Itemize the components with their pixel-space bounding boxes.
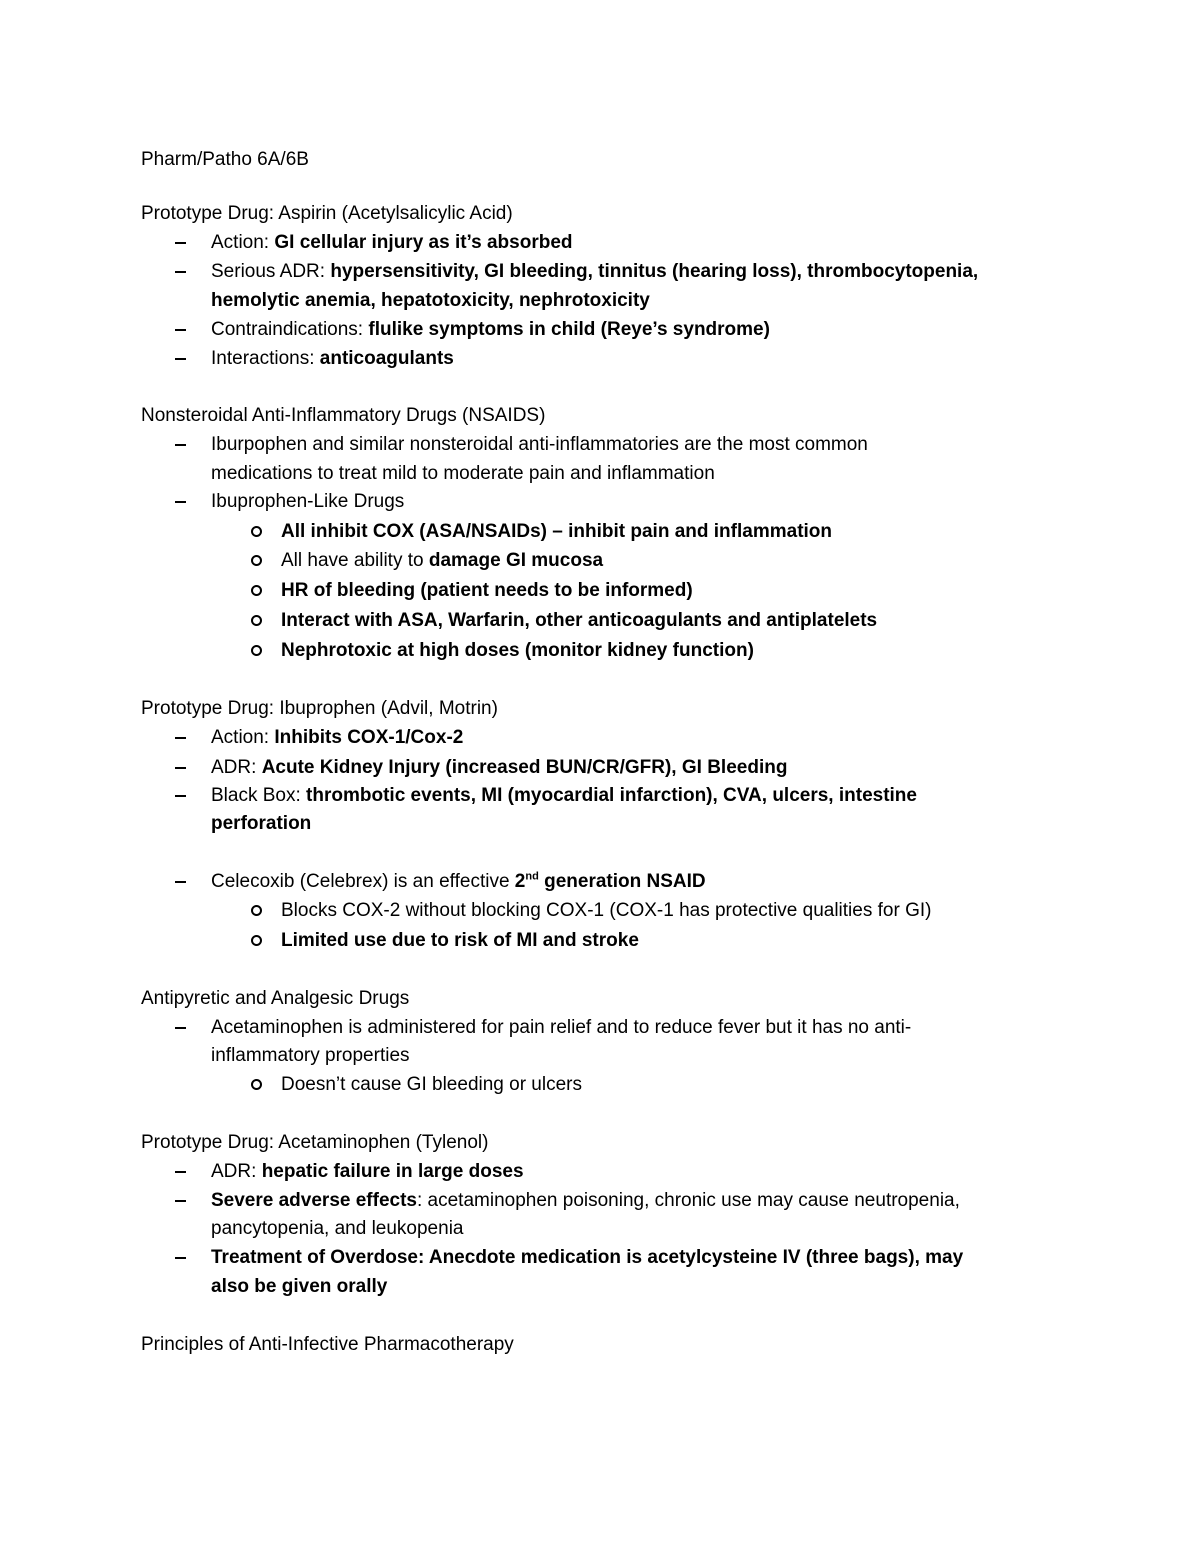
section-heading-aspirin: Prototype Drug: Aspirin (Acetylsalicylic Acid) (141, 203, 513, 224)
text-action: Inhibits COX-1/Cox-2 (274, 727, 464, 748)
dash-bullet (175, 228, 186, 257)
label-adr: Serious ADR: (211, 261, 331, 282)
ibuprophen-adr (211, 753, 787, 782)
aspirin-adr (211, 257, 978, 286)
label-action: Action: (211, 727, 275, 748)
text-celecoxib-num: 2 (514, 871, 526, 892)
text-sub-2-pre: All have ability to (281, 550, 429, 571)
label-adr: ADR: (211, 757, 262, 778)
nsaids-bullet-1: Iburpophen and similar nonsteroidal anti-inflammatories are the most common (211, 434, 868, 455)
nsaids-sub-1 (281, 517, 832, 546)
nsaids-bullet-1-cont: medications to treat mild to moderate pain and inflammation (211, 463, 715, 484)
text-black-box-cont: perforation (211, 813, 312, 834)
circle-bullet (251, 606, 262, 635)
text-black-box: thrombotic events, MI (myocardial infarction), CVA, ulcers, intestine (306, 785, 917, 806)
dash-bullet (175, 1186, 186, 1215)
dash-bullet (175, 781, 186, 810)
text-adr: hepatic failure in large doses (261, 1161, 524, 1182)
aspirin-contraindications (211, 315, 770, 344)
nsaids-sub-2 (281, 546, 603, 575)
text-action: GI cellular injury as it’s absorbed (274, 232, 573, 253)
aspirin-action (211, 228, 573, 257)
label-contra: Contraindications: (211, 319, 369, 340)
dash-bullet (175, 723, 186, 752)
aspirin-interactions (211, 344, 454, 373)
ibuprophen-action (211, 723, 463, 752)
section-heading-antipyretic: Antipyretic and Analgesic Drugs (141, 988, 410, 1009)
document-title: Pharm/Patho 6A/6B (141, 149, 309, 170)
text-celecoxib-post: generation NSAID (538, 871, 706, 892)
acetaminophen-severe-effects-cont: pancytopenia, and leukopenia (211, 1218, 464, 1239)
text-celecoxib-pre: Celecoxib (Celebrex) is an effective (211, 871, 515, 892)
circle-bullet (251, 546, 262, 575)
section-heading-ibuprophen: Prototype Drug: Ibuprophen (Advil, Motrin) (141, 698, 498, 719)
ibuprophen-black-box (211, 781, 917, 810)
circle-bullet (251, 517, 262, 546)
section-heading-anti-infective: Principles of Anti-Infective Pharmacotherapy (141, 1334, 514, 1355)
circle-bullet (251, 896, 262, 925)
acetaminophen-adr (211, 1157, 524, 1186)
antipyretic-bullet-1: Acetaminophen is administered for pain relief and to reduce fever but it has no anti- (211, 1017, 912, 1038)
text-celecoxib-sup: nd (525, 870, 539, 883)
dash-bullet (175, 753, 186, 782)
label-severe: Severe adverse effects (211, 1190, 417, 1211)
text-overdose: : Anecdote medication is acetylcysteine IV (three bags), may (417, 1247, 964, 1268)
dash-bullet (175, 1013, 186, 1042)
aspirin-adr-cont (211, 286, 650, 315)
text-contra: flulike symptoms in child (Reye’s syndrome) (368, 319, 770, 340)
celecoxib-sub-1: Blocks COX-2 without blocking COX-1 (COX-1 has protective qualities for GI) (281, 900, 932, 921)
label-overdose: Treatment of Overdose (211, 1247, 418, 1268)
circle-bullet (251, 576, 262, 605)
antipyretic-bullet-1-cont: inflammatory properties (211, 1045, 410, 1066)
circle-bullet (251, 926, 262, 955)
nsaids-sub-5 (281, 636, 754, 665)
text-sub-2-bold: damage GI mucosa (428, 550, 604, 571)
text-adr: hypersensitivity, GI bleeding, tinnitus (hearing loss), thrombocytopenia, (330, 261, 979, 282)
label-action: Action: (211, 232, 275, 253)
celecoxib-bullet (211, 867, 706, 896)
acetaminophen-severe-effects (211, 1186, 960, 1215)
ibuprophen-black-box-cont (211, 809, 311, 838)
section-heading-nsaids: Nonsteroidal Anti-Inflammatory Drugs (NSAIDS) (141, 405, 546, 426)
text-sub-5: Nephrotoxic at high doses (monitor kidney function) (281, 640, 754, 661)
text-interactions: anticoagulants (319, 348, 454, 369)
nsaids-sub-4 (281, 606, 877, 635)
circle-bullet (251, 636, 262, 665)
circle-bullet (251, 1070, 262, 1099)
celecoxib-sub-2 (281, 926, 639, 955)
text-sub-4: Interact with ASA, Warfarin, other anticoagulants and antiplatelets (281, 610, 878, 631)
dash-bullet (175, 867, 186, 896)
dash-bullet (175, 344, 186, 373)
text-severe: : acetaminophen poisoning, chronic use may cause neutropenia, (416, 1190, 960, 1211)
section-heading-acetaminophen: Prototype Drug: Acetaminophen (Tylenol) (141, 1132, 489, 1153)
dash-bullet (175, 1157, 186, 1186)
label-adr: ADR: (211, 1161, 262, 1182)
dash-bullet (175, 430, 186, 459)
text-sub-1: All inhibit COX (ASA/NSAIDs) – inhibit pain and inflammation (281, 521, 833, 542)
dash-bullet (175, 315, 186, 344)
nsaids-sub-3 (281, 576, 693, 605)
acetaminophen-overdose (211, 1243, 963, 1272)
dash-bullet (175, 257, 186, 286)
text-sub-3: HR of bleeding (patient needs to be informed) (281, 580, 693, 601)
label-black-box: Black Box: (211, 785, 307, 806)
text-adr-cont: hemolytic anemia, hepatotoxicity, nephrotoxicity (211, 290, 650, 311)
text-celecoxib-sub-2: Limited use due to risk of MI and stroke (281, 930, 639, 951)
dash-bullet (175, 1243, 186, 1272)
antipyretic-sub-1: Doesn’t cause GI bleeding or ulcers (281, 1074, 582, 1095)
text-adr: Acute Kidney Injury (increased BUN/CR/GFR), GI Bleeding (261, 757, 788, 778)
nsaids-bullet-2: Ibuprophen-Like Drugs (211, 491, 405, 512)
dash-bullet (175, 487, 186, 516)
acetaminophen-overdose-cont (211, 1272, 387, 1301)
label-interactions: Interactions: (211, 348, 320, 369)
text-overdose-cont: also be given orally (211, 1276, 388, 1297)
